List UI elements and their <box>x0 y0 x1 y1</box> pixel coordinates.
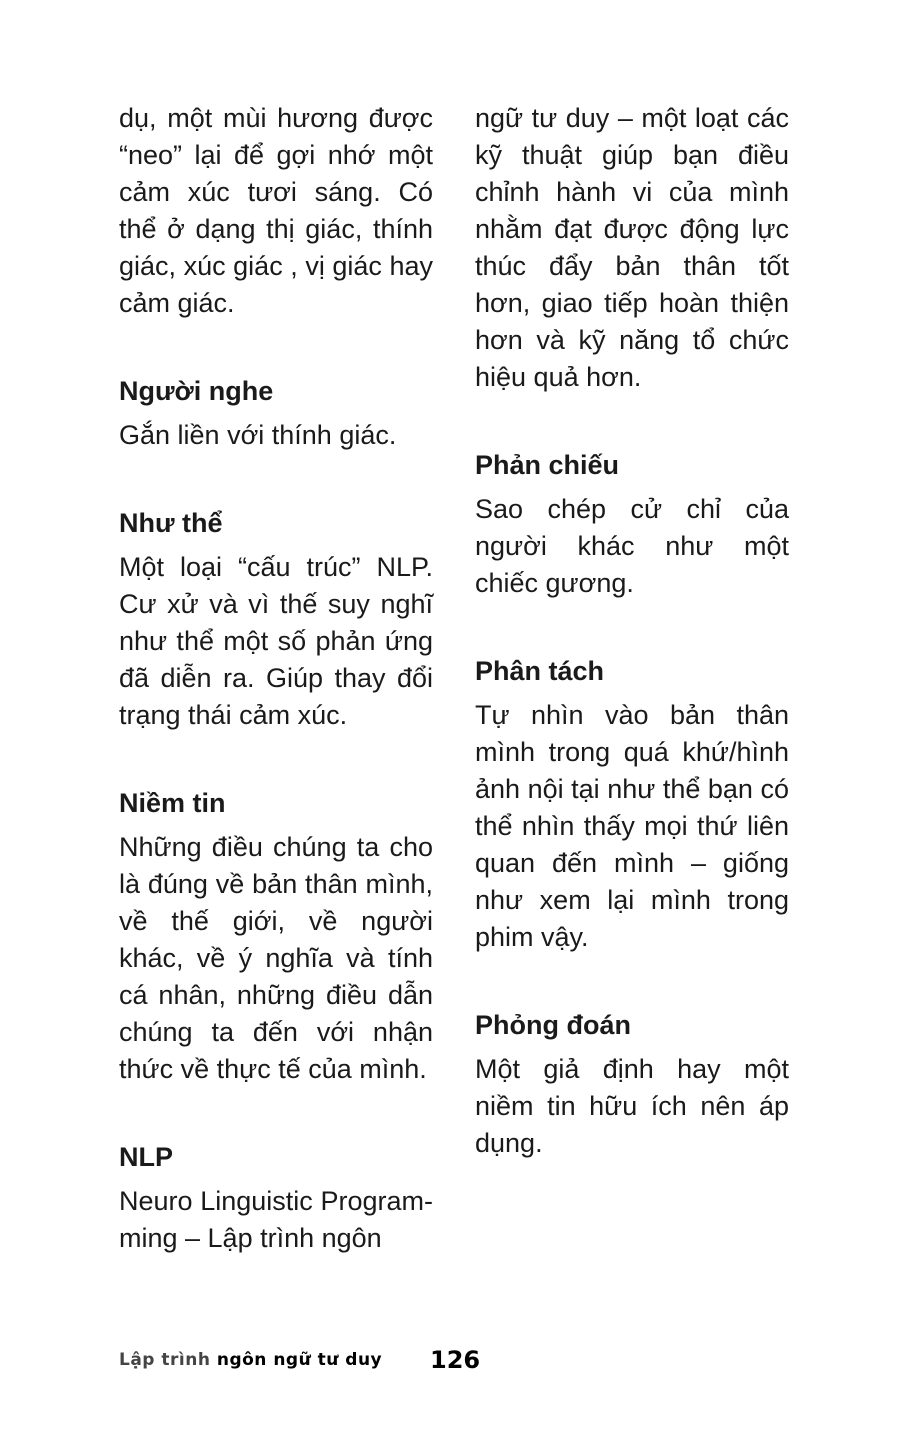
term-heading: Phỏng đoán <box>475 1010 631 1040</box>
term-heading: Niềm tin <box>119 788 226 818</box>
term-definition: Một loại “cấu trúc” NLP. Cư xử và vì thế suy nghĩ như thể một số phản ứng đã diễn ra. Giúp thay đổi trạng thái cảm xúc. <box>119 552 433 730</box>
page-footer <box>119 1344 499 1384</box>
book-title <box>119 1350 382 1370</box>
right-column <box>475 100 789 1162</box>
term-heading: Như thể <box>119 508 223 538</box>
term-heading: Phân tách <box>475 656 605 686</box>
term-heading: NLP <box>119 1142 173 1172</box>
book-title-part1: Lập trình <box>119 1350 217 1370</box>
page-number: 126 <box>430 1346 481 1374</box>
glossary-entry-phan-chieu <box>475 447 789 602</box>
term-definition: Tự nhìn vào bản thân mình trong quá khứ/hình ảnh nội tại như thể bạn có thể nhìn thấy mọi thứ liên quan đến mình – giống như xem lại mình trong phim vậy. <box>475 700 789 952</box>
glossary-entry-nguoi-nghe <box>119 373 433 454</box>
glossary-entry-phong-doan <box>475 1007 789 1162</box>
term-definition: Một giả định hay một niềm tin hữu ích nên áp dụng. <box>475 1054 789 1158</box>
term-definition: Gắn liền với thính giác. <box>119 420 397 450</box>
glossary-entry-phan-tach <box>475 653 789 956</box>
glossary-entry-nlp <box>119 1139 433 1257</box>
term-heading: Phản chiếu <box>475 450 620 480</box>
left-intro-paragraph: dụ, một mùi hương được “neo” lại để gợi nhớ một cảm xúc tươi sáng. Có thể ở dạng thị giác, thính giác, xúc giác , vị giác hay cảm giác. <box>119 103 433 318</box>
term-definition: Sao chép cử chỉ của người khác như một chiếc gương. <box>475 494 789 598</box>
term-definition: Những điều chúng ta cho là đúng về bản thân mình, về thế giới, về người khác, về ý nghĩa và tính cá nhân, những điều dẫn chúng ta đến với nhận thức về thực tế của mình. <box>119 832 433 1084</box>
glossary-entry-niem-tin <box>119 785 433 1088</box>
book-title-part2: ngôn ngữ tư duy <box>216 1350 383 1370</box>
glossary-entry-nhu-the <box>119 505 433 734</box>
term-heading: Người nghe <box>119 376 274 406</box>
left-column <box>119 100 433 1257</box>
term-definition: Neuro Linguistic Programming – Lập trình ngôn <box>119 1186 433 1253</box>
right-intro-paragraph: ngữ tư duy – một loạt các kỹ thuật giúp bạn điều chỉnh hành vi của mình nhằm đạt được động lực thúc đẩy bản thân tốt hơn, giao tiếp hoàn thiện hơn và kỹ năng tổ chức hiệu quả hơn. <box>475 103 789 392</box>
